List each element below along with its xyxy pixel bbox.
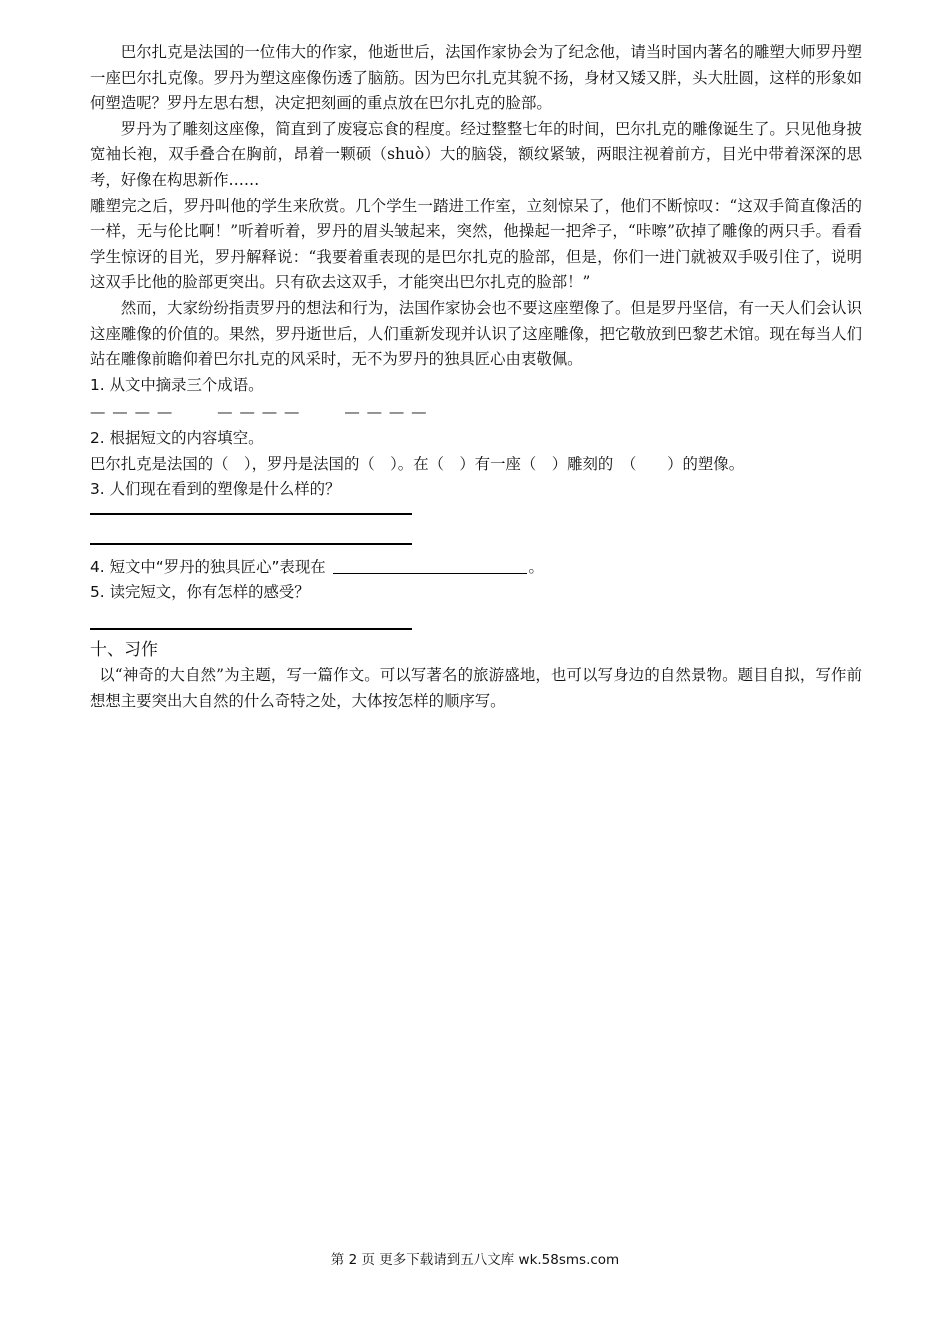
question-4-end: 。 — [528, 557, 544, 576]
idiom-blank-3[interactable]: — — — — — [344, 403, 428, 422]
question-1: 1. 从文中摘录三个成语。 — [90, 375, 264, 394]
idiom-blank-2[interactable]: — — — — — [217, 403, 301, 422]
idiom-answer-blanks — [90, 400, 862, 426]
writing-prompt: 以“神奇的大自然”为主题，写一篇作文。可以写著名的旅游盛地，也可以写身边的自然景物。题目自拟，写作前想想主要突出大自然的什么奇特之处，大体按怎样的顺序写。 — [90, 666, 862, 711]
passage-paragraph-4: 然而，大家纷纷指责罗丹的想法和行为，法国作家协会也不要这座塑像了。但是罗丹坚信，有一天人们会认识这座雕像的价值的。果然，罗丹逝世后，人们重新发现并认识了这座雕像，把它敬放到巴黎艺术馆。现在每当人们站在雕像前瞻仰着巴尔扎克的风采时，无不为罗丹的独具匠心由衷敬佩。 — [90, 298, 862, 369]
idiom-blank-1[interactable]: — — — — — [90, 403, 174, 422]
question-4-text: 4. 短文中“罗丹的独具匠心”表现在 — [90, 557, 326, 576]
answer-line-q4[interactable] — [333, 573, 527, 574]
answer-line-q5[interactable] — [90, 628, 412, 630]
answer-line-q3-2[interactable] — [90, 543, 412, 545]
page-footer: 第 2 页 更多下载请到五八文库 wk.58sms.com — [330, 1252, 620, 1268]
section-title: 十、习作 — [90, 639, 158, 660]
question-5: 5. 读完短文，你有怎样的感受？ — [90, 583, 310, 602]
passage-paragraph-2: 罗丹为了雕刻这座像，简直到了废寝忘食的程度。经过整整七年的时间，巴尔扎克的雕像诞生了。只见他身披宽袖长袍，双手叠合在胸前，昂着一颗硕（shuò）大的脑袋，额纹紧皱，两眼注视着前方，目光中带着深深的思考，好像在构思新作…… — [90, 119, 862, 189]
question-4 — [90, 555, 862, 581]
answer-line-q3-1[interactable] — [90, 513, 412, 515]
question-2-fill-in[interactable]: 巴尔扎克是法国的（ ），罗丹是法国的（ ）。在（ ）有一座（ ）雕刻的 （ ）的塑像。 — [90, 454, 745, 473]
question-3: 3. 人们现在看到的塑像是什么样的？ — [90, 480, 341, 499]
passage-paragraph-1: 巴尔扎克是法国的一位伟大的作家，他逝世后，法国作家协会为了纪念他，请当时国内著名的雕塑大师罗丹塑一座巴尔扎克像。罗丹为塑这座像伤透了脑筋。因为巴尔扎克其貌不扬，身材又矮又胖，头大肚圆，这样的形象如何塑造呢？罗丹左思右想，决定把刻画的重点放在巴尔扎克的脸部。 — [90, 43, 862, 113]
document-page — [90, 40, 862, 715]
passage-paragraph-3: 雕塑完之后，罗丹叫他的学生来欣赏。几个学生一踏进工作室，立刻惊呆了，他们不断惊叹：“这双手简直像活的一样，无与伦比啊！”听着听着，罗丹的眉头皱起来，突然，他操起一把斧子，“咔嚓”砍掉了雕像的两只手。看看学生惊讶的目光，罗丹解释说：“我要着重表现的是巴尔扎克的脸部，但是，你们一进门就被双手吸引住了，说明这双手比他的脸部更突出。只有砍去这双手，才能突出巴尔扎克的脸部！” — [90, 196, 862, 292]
question-2: 2. 根据短文的内容填空。 — [90, 428, 264, 447]
